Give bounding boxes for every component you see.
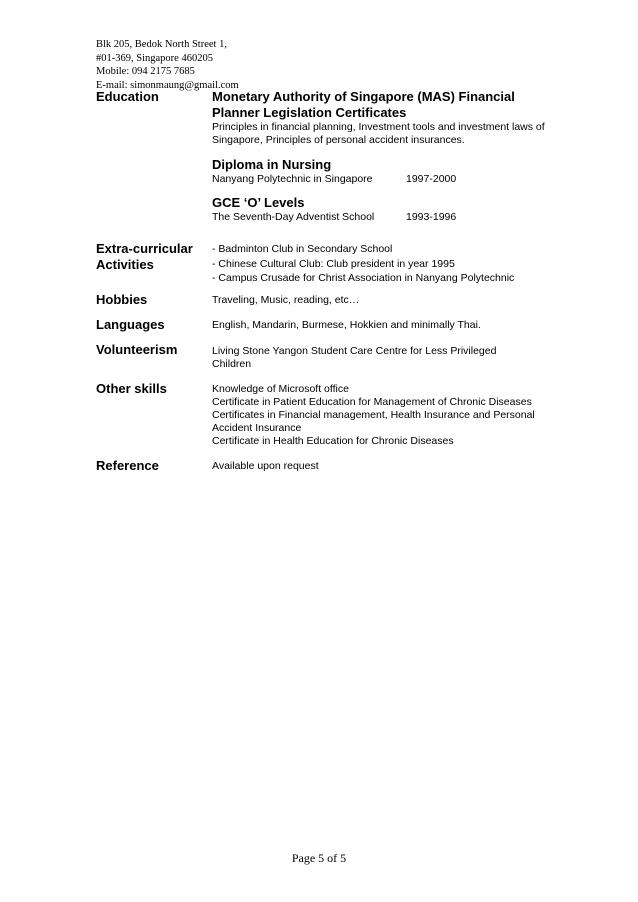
gce-years: 1993-1996 bbox=[406, 210, 457, 223]
list-item: - Chinese Cultural Club: Club president in year 1995 bbox=[212, 257, 455, 270]
volunteerism-text: Living Stone Yangon Student Care Centre for Less Privileged Children bbox=[212, 345, 497, 370]
reference-text: Available upon request bbox=[212, 460, 319, 472]
reference-heading: Reference bbox=[96, 458, 159, 473]
page-number: Page 5 of 5 bbox=[291, 851, 347, 865]
other-skills-heading: Other skills bbox=[96, 381, 167, 396]
contact-header bbox=[96, 38, 239, 92]
list-item: Certificate in Health Education for Chronic Diseases bbox=[212, 435, 454, 447]
extracurricular-heading-line-1: Extra-curricular bbox=[96, 241, 193, 256]
languages-heading: Languages bbox=[96, 317, 165, 332]
list-item: Knowledge of Microsoft office bbox=[212, 383, 349, 395]
list-item: Certificate in Patient Education for Management of Chronic Diseases bbox=[212, 396, 532, 408]
volunteerism-heading: Volunteerism bbox=[96, 342, 178, 357]
other-skills-list bbox=[212, 383, 552, 448]
mas-certificate-title: Monetary Authority of Singapore (MAS) Financial Planner Legislation Certificates bbox=[212, 89, 515, 120]
address-line-1: Blk 205, Bedok North Street 1, bbox=[96, 39, 227, 50]
gce-details bbox=[212, 211, 552, 224]
gce-title: GCE ‘O’ Levels bbox=[212, 195, 305, 210]
hobbies-text: Traveling, Music, reading, etc… bbox=[212, 294, 360, 306]
list-item: - Campus Crusade for Christ Association in Nanyang Polytechnic bbox=[212, 272, 515, 284]
mas-certificate-description: Principles in financial planning, Investment tools and investment laws of Singapore, Principles of personal accident insurances. bbox=[212, 121, 545, 146]
education-content bbox=[212, 89, 548, 147]
hobbies-heading: Hobbies bbox=[96, 292, 148, 307]
gce-entry bbox=[212, 195, 552, 224]
nursing-title: Diploma in Nursing bbox=[212, 157, 332, 172]
list-item: Certificates in Financial management, Health Insurance and Personal Accident Insurance bbox=[212, 409, 535, 434]
languages-text: English, Mandarin, Burmese, Hokkien and minimally Thai. bbox=[212, 319, 481, 331]
email-address: E-mail: simonmaung@gmail.com bbox=[96, 79, 239, 91]
nursing-school: Nanyang Polytechnic in Singapore bbox=[212, 172, 373, 185]
extracurricular-heading bbox=[96, 241, 193, 272]
extracurricular-heading-line-2: Activities bbox=[96, 256, 154, 272]
nursing-years: 1997-2000 bbox=[406, 172, 457, 185]
extracurricular-list bbox=[212, 242, 552, 286]
nursing-entry bbox=[212, 157, 552, 186]
education-heading: Education bbox=[96, 89, 159, 104]
nursing-details bbox=[212, 173, 552, 186]
mobile-number: Mobile: 094 2175 7685 bbox=[96, 66, 195, 77]
gce-school: The Seventh-Day Adventist School bbox=[212, 210, 375, 223]
address-line-2: #01-369, Singapore 460205 bbox=[96, 52, 213, 64]
list-item: - Badminton Club in Secondary School bbox=[212, 243, 393, 255]
